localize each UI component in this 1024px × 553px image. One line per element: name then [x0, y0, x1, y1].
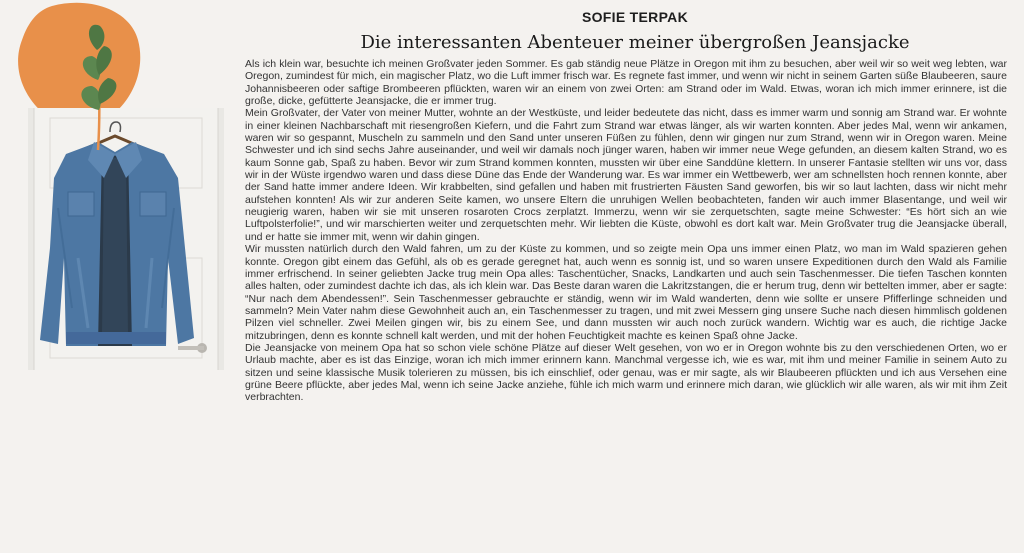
article-paragraph: Wir mussten natürlich durch den Wald fahren, um zu der Küste zu kommen, und so zeigte mein Opa uns immer einen Platz, wo man im Wald spazieren gehen konnte. Oregon gibt einem das Gefühl, als ob es gerade geregnet hat, auch wenn es sonnig ist, und so waren unsere Expeditionen durch den Wald als Familie immer erfrischend. In seiner geliebten Jacke trug mein Opa alles: Taschentücher, Snacks, Landkarten und auch sein Taschenmesser. Die tiefen Taschen konnten alles halten, oder zumindest dachte ich das, als ich klein war. Das Beste daran waren die Lakritzstangen, die er herum trug, denn wir bettelten immer, aber er sagte: “Nur nach dem Abendessen!”. Sein Taschenmesser gebrauchte er ständig, wenn wir im Wald wanderten, denn wie sollte er unsere Pfifferlinge schneiden und sammeln? Mein Vater nahm diese Gewohnheit auch an, ein Taschenmesser zu tragen, und mit zwei Messern ging unsere Suche nach diesen himmlisch goldenen Pilzen viel schneller. Zwei Meilen gingen wir, bis zu einem See, und dann mussten wir auch noch zurück wandern. Wichtig war es auch, die richtige Jacke mitzubringen, denn es konnte schnell kalt werden, und mit der hohen Feuchtigkeit machte es keinen Spaß ohne Jacke.	[245, 243, 1007, 342]
article-body	[245, 58, 1007, 404]
leaf-sprig-icon	[0, 0, 240, 380]
article-paragraph: Als ich klein war, besuchte ich meinen Großvater jeden Sommer. Es gab ständig neue Plätze in Oregon mit ihm zu besuchen, aber weil wir so weit weg lebten, war Oregon, zumindest für mich, ein magischer Platz, wo die Luft immer frisch war. Es regnete fast immer, und wenn wir nicht in seinem Garten süße Blaubeeren, saure Johannisbeeren oder saftige Brombeeren pflückten, waren wir an einem von zwei Orten: am Strand oder im Wald. Etwas, woran ich mich immer erinnere, ist die große, dicke, gefütterte Jeansjacke, die er immer trug.	[245, 58, 1007, 108]
article-paragraph: Die Jeansjacke von meinem Opa hat so schon viele schöne Plätze auf dieser Welt gesehen, von wo er in Oregon wohnte bis zu den verschiedenen Orten, wo er Urlaub machte, aber es ist das Einzige, woran ich mich immer erinnern kann. Manchmal vergesse ich, wie es war, mit ihm und meiner Familie in seinem Auto zu sitzen und seine klassische Musik tolerieren zu müssen, bis ich einschlief, oder genau, was er mir sagte, als wir Blaubeeren pflückten und ich aus Versehen eine grüne Beere pflückte, aber jedes Mal, wenn ich seine Jacke anziehe, fühle ich mich warm und erinnere mich daran, wie glücklich wir alle waren, als wir mit ihm Zeit verbrachten.	[245, 341, 1007, 404]
article-title: Die interessanten Abenteuer meiner übergroßen Jeansjacke	[360, 32, 910, 53]
author-name: SOFIE TERPAK	[581, 9, 689, 25]
article-paragraph: Mein Großvater, der Vater von meiner Mutter, wohnte an der Westküste, und leider bedeutete das nicht, dass es immer warm und sonnig am Strand war. Er wohnte in einer kleinen Nachbarschaft mit riesengroßen Kiefern, und die Fahrt zum Strand war etwas länger, als wir warten konnten. Aber jedes Mal, wenn wir ankamen, waren wir so gespannt, Muscheln zu sammeln und den Sand unter unseren Füßen zu fühlen, denn wir gingen nur zum Strand, wenn wir in Oregon waren. Meine Schwester und ich sind sechs Jahre auseinander, und weil wir damals noch jünger waren, haben wir immer neue Wege gefunden, an diesem kalten Strand, wo es kaum Sonne gab, Spaß zu haben. Bevor wir zum Strand kommen konnten, mussten wir über eine Sanddüne klettern. In unserer Fantasie stellten wir uns vor, dass wir in der Wüste irgendwo waren und dass diese Düne das Ende der Wanderung war. Es war immer ein Wettbewerb, wer am schnellsten hoch rennen konnte, aber der Sand hatte immer andere Ideen. Wir krabbelten, sind gefallen und haben mit frustrierten Fäusten Sand geworfen, bis wir so laut lachten, dass wir nicht mehr aufstehen konnten! Als wir zur anderen Seite kamen, wo unsere Eltern die unruhigen Wellen beobachteten, fanden wir auch immer Blasentange, und weil wir neugierig waren, haben wir sie mit unseren rosaroten Crocs zerplatzt. Immerzu, wenn wir sie zerquetschten, sagte meine Schwester: “Es hört sich an wie Luftpolsterfolie!”, und wir marschierten weiter und zerquetschten mehr. Wir liebten die Küste, obwohl es dort kalt war. Mein Großvater trug die Jeansjacke überall, und er hatte sie immer mit, wenn wir dahin gingen.	[245, 107, 1007, 243]
